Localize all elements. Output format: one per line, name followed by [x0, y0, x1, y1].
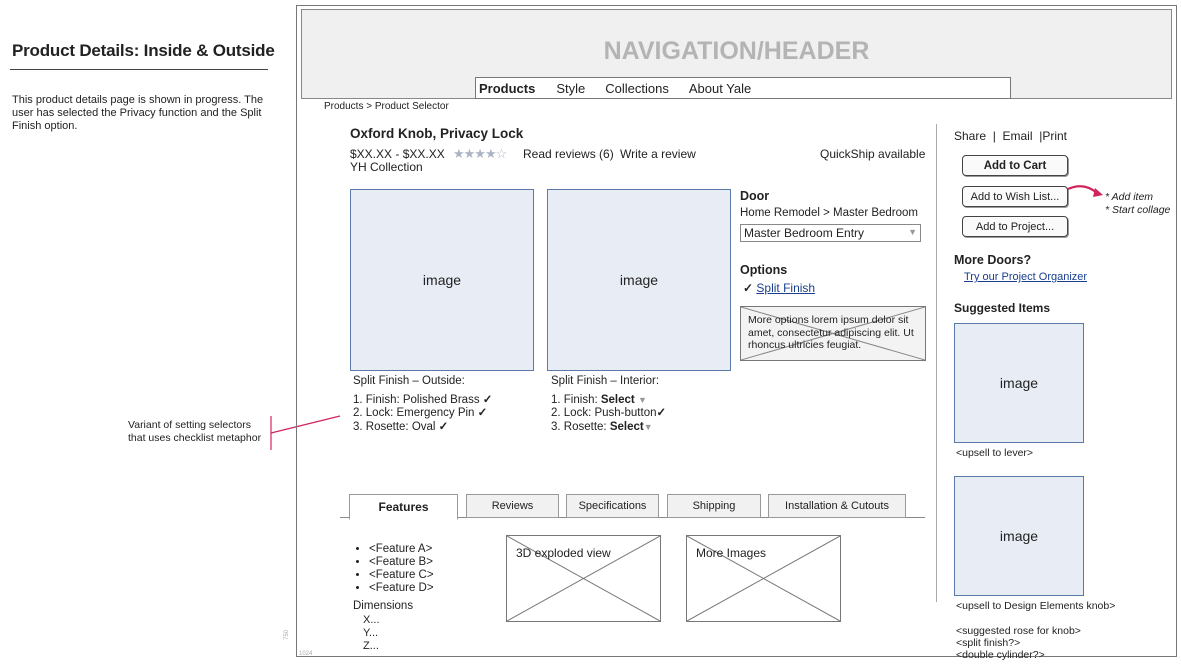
wish-list-note: * Add item * Start collage [1105, 191, 1171, 216]
variant-note-line-1: Variant of setting selectors [128, 419, 251, 431]
variant-note-line-2: that uses checklist metaphor [128, 432, 262, 444]
split-finish-link[interactable]: Split Finish [756, 281, 816, 295]
more-images-placeholder[interactable] [686, 535, 841, 622]
product-title: Oxford Knob, Privacy Lock [350, 126, 524, 141]
print-link[interactable]: Print [1042, 129, 1067, 143]
more-options-placeholder [740, 306, 926, 361]
outside-checklist-title: Split Finish – Outside: [353, 375, 465, 387]
dimensions-list [363, 614, 380, 653]
nav-style[interactable]: Style [556, 80, 586, 96]
more-options-text: More options lorem ipsum dolor sit amet, consectetur adipiscing elit. Ut rhoncus ultricies feugiat. [748, 314, 914, 351]
annotation-description: This product details page is shown in progress. The user has selected the Privacy function and the Split Finish option. [12, 94, 264, 132]
suggested-item-image-1[interactable] [954, 323, 1084, 443]
sidebar-divider [936, 124, 937, 602]
quickship-status: QuickShip available [820, 147, 926, 161]
outside-finish-checklist [353, 375, 492, 434]
product-image-interior[interactable] [547, 189, 731, 371]
tab-features[interactable]: Features [349, 494, 458, 520]
outside-finish-setting[interactable]: 1. Finish: Polished Brass ✓ [353, 393, 493, 406]
write-review-link[interactable]: Write a review [620, 147, 696, 161]
outside-lock-setting[interactable]: 2. Lock: Emergency Pin ✓ [353, 407, 488, 419]
list-item: • <Feature D> [369, 582, 434, 595]
dimension-x: X... [363, 614, 380, 626]
list-item: • <Feature C> [369, 569, 434, 582]
dropdown-caret-icon: ▼ [643, 421, 653, 432]
share-row: Share | Email |Print [954, 129, 1067, 143]
add-to-cart-button[interactable]: Add to Cart [962, 155, 1068, 176]
wish-list-arrow [1066, 182, 1106, 200]
tab-reviews[interactable]: Reviews [466, 494, 559, 518]
variant-note [128, 419, 273, 445]
interior-checklist-title: Split Finish – Interior: [551, 375, 660, 387]
product-image-interior-label: image [619, 272, 659, 288]
upsell-knob-note: <upsell to Design Elements knob> [956, 600, 1116, 612]
tab-installation-cutouts[interactable]: Installation & Cutouts [768, 494, 906, 518]
breadcrumb[interactable]: Products > Product Selector [324, 101, 449, 112]
check-icon: ✓ [482, 393, 493, 406]
outside-rosette-setting[interactable]: 3. Rosette: Oval ✓ [353, 420, 449, 433]
tab-shipping[interactable]: Shipping [667, 494, 761, 518]
features-list [353, 543, 434, 595]
door-select[interactable] [740, 224, 921, 242]
options-heading: Options [740, 263, 788, 277]
suggested-items-heading: Suggested Items [954, 301, 1051, 315]
list-item: • <Feature B> [369, 556, 434, 569]
rating-stars: ★★★★☆ [453, 146, 507, 161]
dimensions-label: Dimensions [353, 600, 414, 612]
list-item: • <Feature A> [369, 543, 434, 556]
nav-collections[interactable]: Collections [605, 80, 669, 96]
dimension-z: Z... [363, 640, 379, 652]
suggested-item-image-1-label: image [999, 375, 1039, 391]
price-range: $XX.XX - $XX.XX [350, 147, 445, 161]
collection-name: YH Collection [350, 160, 423, 174]
exploded-view-placeholder[interactable] [506, 535, 661, 622]
interior-lock-setting[interactable]: 2. Lock: Push-button✓ [551, 407, 667, 419]
split-finish-option[interactable] [743, 281, 815, 295]
dropdown-caret-icon: ▼ [637, 394, 647, 405]
check-icon: ✓ [656, 407, 667, 419]
check-icon: ✓ [743, 281, 754, 295]
check-icon: ✓ [477, 407, 488, 419]
product-image-outside[interactable] [350, 189, 534, 371]
read-reviews-link[interactable]: Read reviews (6) [523, 147, 614, 161]
add-to-project-button[interactable]: Add to Project... [962, 216, 1068, 237]
product-image-outside-label: image [422, 272, 462, 288]
email-link[interactable]: Email [1002, 129, 1033, 143]
check-icon: ✓ [438, 420, 449, 433]
add-to-wish-list-button[interactable]: Add to Wish List... [962, 186, 1068, 207]
ruler-vertical-label: 750 [284, 629, 291, 641]
nav-products[interactable]: Products [479, 80, 536, 96]
interior-finish-checklist [551, 375, 666, 434]
share-link[interactable]: Share [954, 129, 987, 143]
header-placeholder-text: NAVIGATION/HEADER [603, 37, 870, 65]
door-select-value: Master Bedroom Entry [744, 226, 865, 240]
upsell-lever-note: <upsell to lever> [956, 447, 1034, 459]
suggestion-notes: <suggested rose for knob> <split finish?> <double cylinder?> [956, 625, 1081, 661]
door-path: Home Remodel > Master Bedroom [740, 207, 919, 219]
door-heading: Door [740, 189, 770, 203]
more-images-label: More Images [696, 546, 767, 560]
exploded-view-label: 3D exploded view [516, 546, 611, 560]
suggested-item-image-2[interactable] [954, 476, 1084, 596]
annotation-rule [10, 69, 268, 70]
interior-rosette-select[interactable]: 3. Rosette: Select▼ [551, 420, 653, 433]
chevron-down-icon: ▼ [908, 227, 917, 237]
dimension-y: Y... [363, 627, 379, 639]
nav-about-yale[interactable]: About Yale [688, 80, 752, 96]
tab-specifications[interactable]: Specifications [566, 494, 659, 518]
main-nav [475, 77, 1011, 99]
suggested-item-image-2-label: image [999, 528, 1039, 544]
more-doors-heading: More Doors? [954, 253, 1032, 267]
annotation-title: Product Details: Inside & Outside [12, 41, 275, 60]
interior-finish-select[interactable]: 1. Finish: Select ▼ [551, 393, 647, 406]
ruler-horizontal-label: 1024 [299, 651, 313, 657]
project-organizer-link[interactable]: Try our Project Organizer [964, 271, 1088, 283]
